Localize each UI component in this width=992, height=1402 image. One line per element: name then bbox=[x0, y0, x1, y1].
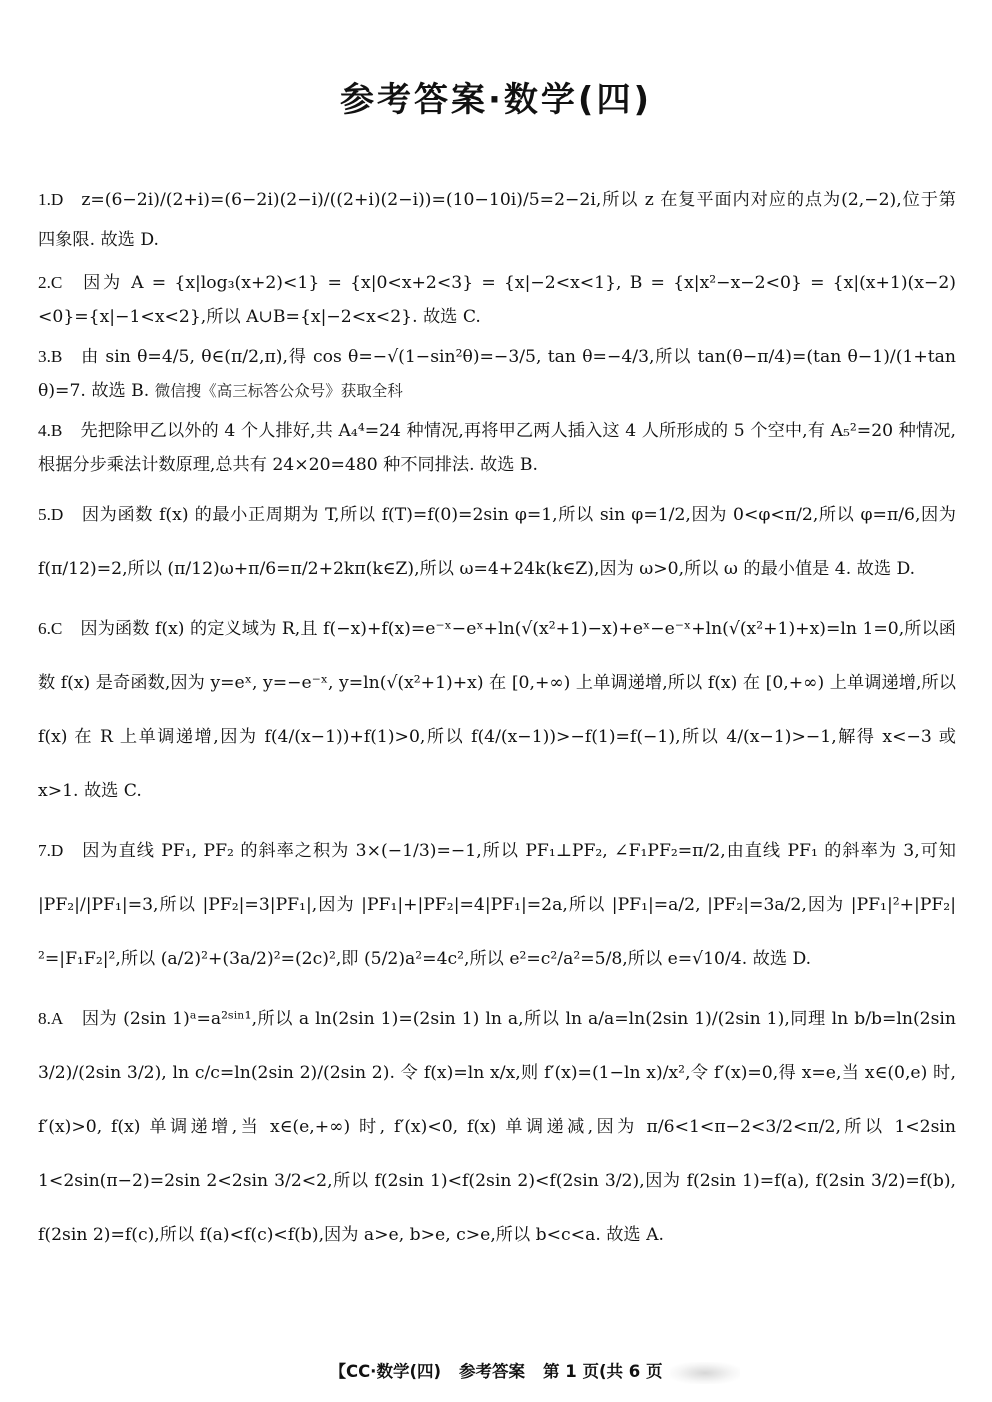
footer-course: 【CC·数学(四) bbox=[329, 1362, 442, 1381]
question-5 bbox=[38, 488, 956, 596]
question-answer: B bbox=[50, 421, 63, 440]
question-7 bbox=[38, 824, 956, 986]
question-solution: 因为函数 f(x) 的最小正周期为 T,所以 f(T)=f(0)=2sin φ=1,所以 sin φ=1/2,因为 0<φ<π/2,所以 φ=π/6,因为 f(π/12)=2,所以 (π/12)ω+π/6=π/2+2kπ(k∈Z),所以 ω=4+24k(k∈Z),因为 ω>0,所以 ω 的最小值是 4. 故选 D. bbox=[38, 505, 956, 579]
question-solution: 由 sin θ=4/5, θ∈(π/2,π),得 cos θ=−√(1−sin²θ)=−3/5, tan θ=−4/3,所以 tan(θ−π/4)=(tan θ−1)/(1+tan θ)=7. 故选 B. bbox=[38, 347, 956, 401]
footer-page-number: 第 1 页(共 6 页 bbox=[543, 1362, 663, 1381]
question-6 bbox=[38, 602, 956, 818]
question-2 bbox=[38, 266, 956, 334]
question-solution: z=(6−2i)/(2+i)=(6−2i)(2−i)/((2+i)(2−i))=(10−10i)/5=2−2i,所以 z 在复平面内对应的点为(2,−2),位于第四象限. 故选 D. bbox=[38, 190, 956, 250]
question-number: 1. bbox=[38, 190, 51, 209]
answer-body bbox=[38, 180, 956, 1268]
question-answer: D bbox=[50, 505, 64, 524]
watermark-notice: 微信搜《高三标答公众号》获取全科 bbox=[154, 382, 403, 400]
footer-doc: 参考答案 bbox=[459, 1362, 526, 1381]
question-1 bbox=[38, 180, 956, 260]
question-8 bbox=[38, 992, 956, 1262]
question-answer: C bbox=[50, 273, 63, 292]
question-4 bbox=[38, 414, 956, 482]
question-solution: 因为 (2sin 1)ᵃ=a²ˢⁱⁿ¹,所以 a ln(2sin 1)=(2sin 1) ln a,所以 ln a/a=ln(2sin 1)/(2sin 1),同理 ln b/b=ln(2sin 3/2)/(2sin 3/2), ln c/c=ln(2sin 2)/(2sin 2). 令 f(x)=ln x/x,则 f′(x)=(1−ln x)/x²,令 f′(x)=0,得 x=e,当 x∈(0,e) 时, f′(x)>0, f(x) 单调递增,当 x∈(e,+∞) 时, f′(x)<0, f(x) 单调递减,因为 π/6<1<π−2<3/2<π/2,所以 1<2sin 1<2sin(π−2)=2sin 2<2sin 3/2<2,所以 f(2sin 1)<f(2sin 2)<f(2sin 3/2),因为 f(2sin 1)=f(a), f(2sin 3/2)=f(b), f(2sin 2)=f(c),所以 f(a)<f(c)<f(b),因为 a>e, b>e, c>e,所以 b<c<a. 故选 A. bbox=[38, 1009, 956, 1245]
question-answer: D bbox=[50, 841, 64, 860]
page-footer bbox=[0, 1358, 992, 1382]
question-number: 3. bbox=[38, 347, 51, 366]
question-solution: 因为 A = {x|log₃(x+2)<1} = {x|0<x+2<3} = {x|−2<x<1}, B = {x|x²−x−2<0} = {x|(x+1)(x−2)<0}={x|−1<x<2},所以 A∪B={x|−2<x<2}. 故选 C. bbox=[38, 273, 956, 327]
question-number: 5. bbox=[38, 505, 51, 524]
question-answer: D bbox=[50, 190, 64, 209]
question-answer: C bbox=[50, 619, 63, 638]
question-number: 4. bbox=[38, 421, 51, 440]
question-number: 2. bbox=[38, 273, 51, 292]
scan-smudge bbox=[670, 1362, 740, 1384]
question-answer: B bbox=[50, 347, 63, 366]
question-solution: 因为函数 f(x) 的定义域为 R,且 f(−x)+f(x)=e⁻ˣ−eˣ+ln(√(x²+1)−x)+eˣ−e⁻ˣ+ln(√(x²+1)+x)=ln 1=0,所以函数 f(x) 是奇函数,因为 y=eˣ, y=−e⁻ˣ, y=ln(√(x²+1)+x) 在 [0,+∞) 上单调递增,所以 f(x) 在 [0,+∞) 上单调递增,所以 f(x) 在 R 上单调递增,因为 f(4/(x−1))+f(1)>0,所以 f(4/(x−1))>−f(1)=f(−1),所以 4/(x−1)>−1,解得 x<−3 或 x>1. 故选 C. bbox=[38, 619, 956, 801]
question-number: 6. bbox=[38, 619, 51, 638]
question-3 bbox=[38, 340, 956, 408]
question-answer: A bbox=[50, 1009, 64, 1028]
question-solution: 因为直线 PF₁, PF₂ 的斜率之积为 3×(−1/3)=−1,所以 PF₁⊥PF₂, ∠F₁PF₂=π/2,由直线 PF₁ 的斜率为 3,可知 |PF₂|/|PF₁|=3,所以 |PF₂|=3|PF₁|,因为 |PF₁|+|PF₂|=4|PF₁|=2a,所以 |PF₁|=a/2, |PF₂|=3a/2,因为 |PF₁|²+|PF₂|²=|F₁F₂|²,所以 (a/2)²+(3a/2)²=(2c)²,即 (5/2)a²=4c²,所以 e²=c²/a²=5/8,所以 e=√10/4. 故选 D. bbox=[38, 841, 956, 969]
question-solution: 先把除甲乙以外的 4 个人排好,共 A₄⁴=24 种情况,再将甲乙两人插入这 4 人所形成的 5 个空中,有 A₅²=20 种情况,根据分步乘法计数原理,总共有 24×20=480 种不同排法. 故选 B. bbox=[38, 421, 956, 475]
question-number: 7. bbox=[38, 841, 51, 860]
question-number: 8. bbox=[38, 1009, 51, 1028]
page-title: 参考答案·数学(四) bbox=[340, 80, 652, 120]
